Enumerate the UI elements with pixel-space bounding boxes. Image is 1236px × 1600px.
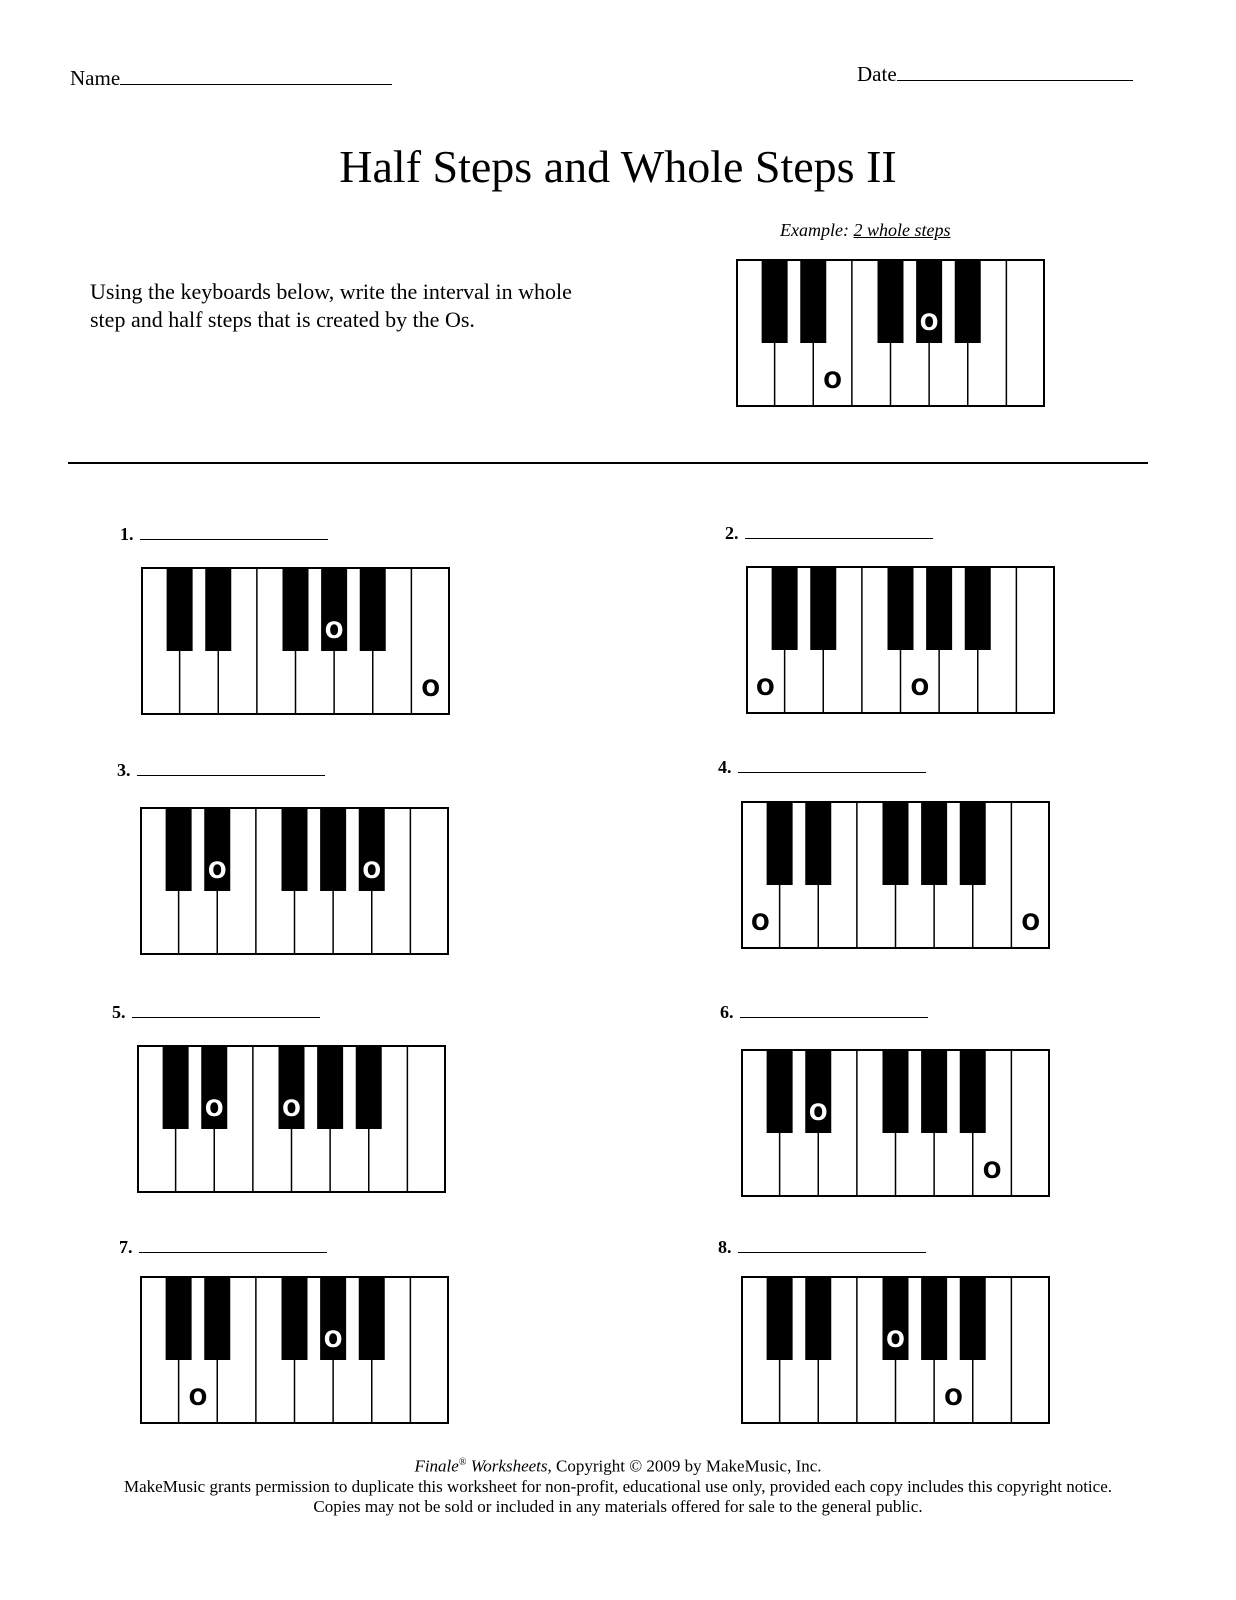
black-key	[921, 1277, 947, 1360]
footer-copyright: , Copyright © 2009 by MakeMusic, Inc.	[547, 1456, 822, 1476]
answer-blank-5[interactable]	[132, 1003, 320, 1018]
black-key	[810, 567, 836, 650]
note-marker-o: O	[808, 1101, 828, 1126]
note-marker-o: O	[886, 1328, 905, 1353]
black-key	[960, 802, 986, 885]
question-number: 7.	[119, 1237, 133, 1257]
black-key	[205, 568, 231, 651]
date-label: Date	[857, 62, 897, 86]
note-marker-o: O	[944, 1386, 963, 1411]
date-blank-line[interactable]	[897, 62, 1133, 81]
black-key	[166, 1277, 192, 1360]
question-2-keyboard	[746, 566, 1055, 714]
black-key	[805, 802, 831, 885]
note-marker-o: O	[421, 677, 441, 702]
section-divider	[68, 462, 1148, 464]
question-1-keyboard	[141, 567, 450, 715]
note-marker-o: O	[750, 911, 770, 936]
footer-product: Finale	[414, 1456, 459, 1476]
question-number: 1.	[120, 524, 134, 544]
black-key	[317, 1046, 343, 1129]
question-4-keyboard	[741, 801, 1050, 949]
question-number: 6.	[720, 1002, 734, 1022]
example-prefix: Example:	[780, 220, 849, 240]
black-key	[360, 568, 386, 651]
note-marker-o: O	[207, 859, 227, 884]
footer-line-1	[0, 1453, 1236, 1477]
note-marker-o: O	[910, 676, 930, 701]
black-key	[883, 802, 909, 885]
black-key	[883, 1050, 909, 1133]
black-key	[282, 808, 308, 891]
answer-blank-6[interactable]	[740, 1003, 928, 1018]
black-key	[359, 1277, 385, 1360]
question-5-label	[112, 1002, 320, 1023]
registered-mark: ®	[458, 1457, 467, 1468]
note-marker-o: O	[982, 1159, 1002, 1184]
answer-blank-8[interactable]	[738, 1238, 926, 1253]
question-7-label	[119, 1237, 327, 1258]
footer-line-2: MakeMusic grants permission to duplicate this worksheet for non-profit, educational use only, provided each copy includes this copyright notice.	[124, 1476, 1112, 1496]
question-8-label	[718, 1237, 926, 1258]
black-key	[767, 1277, 793, 1360]
black-key	[772, 567, 798, 650]
answer-blank-4[interactable]	[738, 758, 926, 773]
black-key	[921, 1050, 947, 1133]
example-label	[780, 220, 950, 241]
question-7-keyboard	[140, 1276, 449, 1424]
note-marker-o: O	[823, 369, 842, 394]
question-number: 4.	[718, 757, 732, 777]
black-key	[960, 1050, 986, 1133]
note-marker-o: O	[282, 1097, 301, 1122]
answer-blank-7[interactable]	[139, 1238, 327, 1253]
question-number: 2.	[725, 523, 739, 543]
question-8-keyboard	[741, 1276, 1050, 1424]
answer-blank-2[interactable]	[745, 524, 933, 539]
question-3-label	[117, 760, 325, 781]
black-key	[166, 808, 192, 891]
footer-line-3: Copies may not be sold or included in any materials offered for sale to the general public.	[313, 1496, 923, 1516]
note-marker-o: O	[204, 1097, 224, 1122]
note-marker-o: O	[362, 859, 382, 884]
name-blank-line[interactable]	[120, 66, 392, 85]
black-key	[204, 1277, 230, 1360]
note-marker-o: O	[919, 311, 939, 336]
question-4-label	[718, 757, 926, 778]
black-key	[965, 567, 991, 650]
example-keyboard	[736, 259, 1045, 407]
page-title: Half Steps and Whole Steps II	[339, 141, 897, 192]
question-1-label	[120, 524, 328, 545]
black-key	[167, 568, 193, 651]
question-2-label	[725, 523, 933, 544]
instructions-text: Using the keyboards below, write the interval in whole step and half steps that is created by the Os.	[90, 279, 572, 332]
black-key	[163, 1046, 189, 1129]
black-key	[921, 802, 947, 885]
black-key	[878, 260, 904, 343]
question-number: 5.	[112, 1002, 126, 1022]
date-field	[857, 62, 1133, 87]
name-field	[70, 66, 392, 91]
example-answer: 2 whole steps	[853, 220, 951, 240]
question-6-label	[720, 1002, 928, 1023]
question-5-keyboard	[137, 1045, 446, 1193]
footer	[0, 1453, 1236, 1517]
note-marker-o: O	[324, 619, 344, 644]
note-marker-o: O	[323, 1328, 343, 1353]
black-key	[762, 260, 788, 343]
name-label: Name	[70, 66, 121, 90]
answer-blank-3[interactable]	[137, 761, 325, 776]
black-key	[805, 1277, 831, 1360]
note-marker-o: O	[188, 1386, 208, 1411]
note-marker-o: O	[755, 676, 775, 701]
question-number: 8.	[718, 1237, 732, 1257]
black-key	[283, 568, 309, 651]
question-number: 3.	[117, 760, 131, 780]
note-marker-o: O	[1021, 911, 1041, 936]
question-3-keyboard	[140, 807, 449, 955]
black-key	[888, 567, 914, 650]
black-key	[926, 567, 952, 650]
black-key	[356, 1046, 382, 1129]
black-key	[960, 1277, 986, 1360]
question-6-keyboard	[741, 1049, 1050, 1197]
black-key	[320, 808, 346, 891]
black-key	[955, 260, 981, 343]
black-key	[767, 1050, 793, 1133]
black-key	[767, 802, 793, 885]
black-key	[800, 260, 826, 343]
footer-product-suffix: Worksheets	[466, 1456, 548, 1476]
answer-blank-1[interactable]	[140, 525, 328, 540]
black-key	[282, 1277, 308, 1360]
